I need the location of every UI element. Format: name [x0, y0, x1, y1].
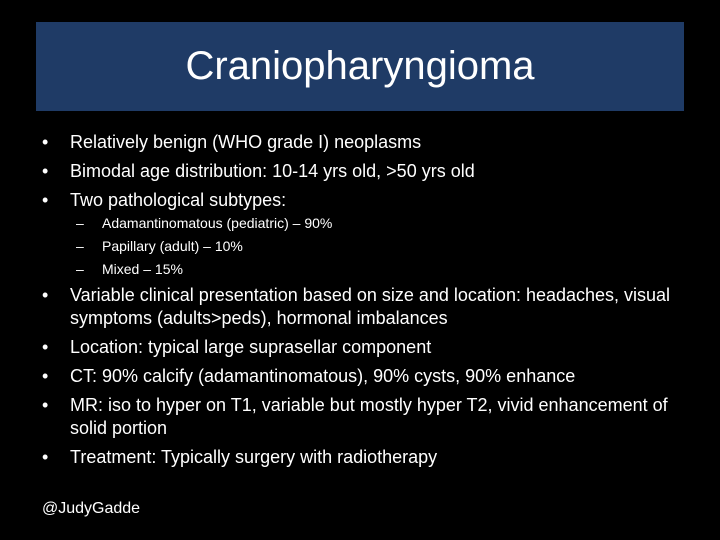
bullet-item — [42, 189, 692, 278]
bullet-list — [42, 131, 692, 475]
bullet-mark: • — [42, 190, 49, 210]
bullet-item — [42, 336, 692, 359]
sub-bullet-item — [70, 237, 692, 255]
bullet-item — [42, 284, 692, 330]
sub-bullet-item — [70, 260, 692, 278]
bullet-text: MR: iso to hyper on T1, variable but mostly hyper T2, vivid enhancement of solid portion — [70, 395, 668, 438]
bullet-text: CT: 90% calcify (adamantinomatous), 90% cysts, 90% enhance — [70, 366, 576, 386]
bullet-text: Variable clinical presentation based on size and location: headaches, visual symptoms (adults>peds), hormonal imbalances — [70, 285, 671, 328]
sub-bullet-list — [70, 214, 692, 278]
bullet-text: Location: typical large suprasellar component — [70, 337, 432, 357]
title-bar — [36, 22, 684, 111]
bullet-item — [42, 131, 692, 154]
bullet-item — [42, 446, 692, 469]
sub-bullet-text: Papillary (adult) – 10% — [102, 238, 243, 254]
bullet-mark: • — [42, 337, 49, 357]
dash-mark: – — [76, 215, 84, 231]
bullet-text: Bimodal age distribution: 10-14 yrs old, >50 yrs old — [70, 161, 475, 181]
bullet-text: Two pathological subtypes: — [70, 190, 287, 210]
sub-bullet-text: Mixed – 15% — [102, 261, 183, 277]
dash-mark: – — [76, 261, 84, 277]
bullet-mark: • — [42, 395, 49, 415]
bullet-item — [42, 160, 692, 183]
author-handle: @JudyGadde — [42, 500, 141, 517]
bullet-mark: • — [42, 285, 49, 305]
slide-title: Craniopharyngioma — [185, 44, 535, 88]
bullet-text: Relatively benign (WHO grade I) neoplasms — [70, 132, 422, 152]
bullet-item — [42, 365, 692, 388]
bullet-mark: • — [42, 366, 49, 386]
sub-bullet-item — [70, 214, 692, 232]
bullet-mark: • — [42, 447, 49, 467]
bullet-text: Treatment: Typically surgery with radiotherapy — [70, 447, 438, 467]
sub-bullet-text: Adamantinomatous (pediatric) – 90% — [102, 215, 333, 231]
bullet-mark: • — [42, 161, 49, 181]
bullet-mark: • — [42, 132, 49, 152]
bullet-item — [42, 394, 692, 440]
dash-mark: – — [76, 238, 84, 254]
